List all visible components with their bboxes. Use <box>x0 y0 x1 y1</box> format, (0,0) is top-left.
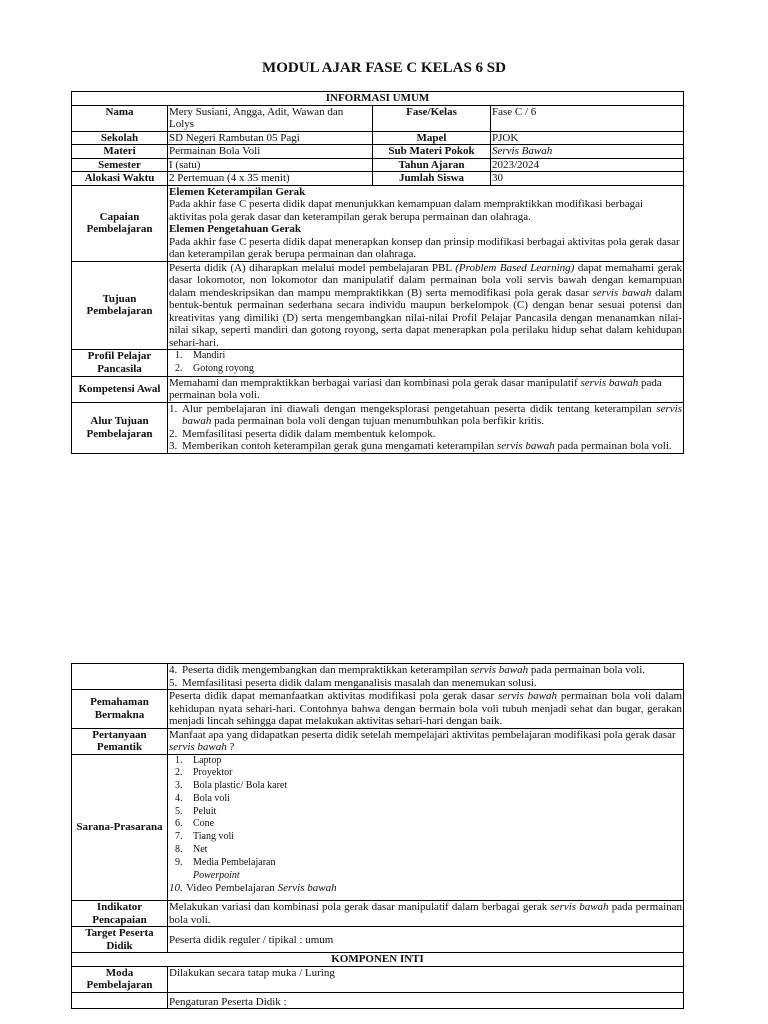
list-number: 2. <box>175 362 183 374</box>
list-text-italic: servis bawah <box>496 440 555 453</box>
info-table <box>71 91 684 454</box>
info-header: INFORMASI UMUM <box>72 92 684 106</box>
pertanyaan-text-2: servis bawah <box>169 741 227 753</box>
row-profil <box>72 350 684 377</box>
pemahaman-content <box>168 690 684 729</box>
komponen-header-row <box>72 953 684 967</box>
moda-value: Dilakukan secara tatap muka / Luring <box>168 966 684 992</box>
capaian-paragraph-1: Pada akhir fase C peserta didik dapat menunjukkan kemampuan dalam mempraktikkan modifikasi berbagai aktivitas pola gerak dasar dan keterampilan gerak berupa permainan dan olahraga. <box>169 198 644 223</box>
pertanyaan-text-3: ? <box>226 741 235 753</box>
list-text-italic: servis bawah <box>470 664 529 676</box>
alokasi-label: Alokasi Waktu <box>72 172 168 186</box>
list-text: Gotong royong <box>193 362 254 374</box>
list-item <box>169 831 682 844</box>
list-item <box>169 844 682 857</box>
row-target <box>72 927 684 953</box>
alur-list <box>169 403 682 453</box>
sarana-list <box>169 755 682 896</box>
list-text: Memfasilitasi peserta didik dalam menganalisis masalah dan menemukan solusi. <box>182 676 537 689</box>
row-semester <box>72 158 684 172</box>
list-item-sub <box>169 870 682 883</box>
row-pertanyaan <box>72 728 684 754</box>
list-text: Proyektor <box>193 767 233 779</box>
list-text: Laptop <box>193 754 222 766</box>
alur-label: Alur Tujuan Pembelajaran <box>72 402 168 453</box>
row-nama <box>72 105 684 131</box>
list-item <box>169 440 682 453</box>
sekolah-label: Sekolah <box>72 131 168 145</box>
row-materi <box>72 145 684 159</box>
tujuan-text-3: dapat memahami gerak dasar lokomotor, non lokomotor dan manipulatif dalam permainan bola voli servis bawah dengan kemampuan dalam mendeskripsikan dan mampu mempraktikkan (B) serta memodifikasi pola gerak dasar <box>169 261 683 299</box>
sekolah-value: SD Negeri Rambutan 05 Pagi <box>168 131 373 145</box>
list-text: Bola plastic/ Bola karet <box>193 780 288 792</box>
materi-value: Permainan Bola Voli <box>168 145 373 159</box>
pemahaman-text-1: Peserta didik dapat memanfaatkan aktivitas modifikasi pola gerak dasar <box>169 690 499 702</box>
tujuan-content <box>168 261 684 350</box>
list-text: Mandiri <box>193 350 226 361</box>
sarana-content <box>168 754 684 901</box>
tujuan-text-5: dalam bentuk-bentuk permainan sederhana secara individu maupun berkelompok (C) dengan benar sesuai potensi dan kreativitas yang dimiliki (D) serta mengembangkan nilai-nilai Profil Pelajar Pancasila dengan menanamkan nilai-nilai sikap, seperti mandiri dan gotong royong, serta dapat menerapkan pola perilaku hidup sehat dalam kehidupan sehari-hari. <box>169 286 683 349</box>
tahun-label: Tahun Ajaran <box>373 158 491 172</box>
list-item <box>169 664 682 677</box>
indikator-text-2: servis bawah <box>550 901 609 914</box>
list-number: 5. <box>175 805 183 817</box>
alur-continued-label <box>72 664 168 690</box>
list-text: Peluit <box>193 805 217 817</box>
list-item <box>169 857 682 870</box>
list-text: Cone <box>193 818 215 830</box>
list-text: pada permainan bola voli. <box>528 664 646 676</box>
list-item <box>169 793 682 806</box>
list-item <box>169 882 682 895</box>
pengaturan-label <box>72 992 168 1009</box>
indikator-text-1: Melakukan variasi dan kombinasi pola gerak dasar manipulatif dalam berbagai gerak <box>169 901 551 914</box>
capaian-paragraph-2: Pada akhir fase C peserta didik dapat menerapkan konsep dan prinsip modifikasi berbagai aktivitas pola gerak dasar dan keterampilan gerak berupa permainan dan olahraga. <box>169 235 680 260</box>
kompetensi-text-2: servis bawah <box>580 376 639 389</box>
list-text: Peserta didik mengembangkan dan mempraktikkan keterampilan <box>182 664 471 676</box>
list-number: 6. <box>175 818 183 830</box>
list-item <box>169 403 682 428</box>
list-number: 2. <box>169 427 178 440</box>
komponen-header: KOMPONEN INTI <box>72 953 684 967</box>
list-number: 3. <box>169 440 178 453</box>
alur-continued-content <box>168 664 684 690</box>
jumlah-label: Jumlah Siswa <box>373 172 491 186</box>
moda-label: Moda Pembelajaran <box>72 966 168 992</box>
list-number: 4. <box>169 664 178 676</box>
row-moda <box>72 966 684 992</box>
row-alokasi <box>72 172 684 186</box>
target-label: Target Peserta Didik <box>72 927 168 953</box>
list-item <box>169 677 682 690</box>
tujuan-text-4: servis bawah <box>592 286 652 299</box>
row-pengaturan <box>72 992 684 1009</box>
tujuan-label: Tujuan Pembelajaran <box>72 261 168 350</box>
fase-label: Fase/Kelas <box>373 105 491 131</box>
list-number: 5. <box>169 676 178 689</box>
fase-value: Fase C / 6 <box>491 105 684 131</box>
capaian-heading-2: Elemen Pengetahuan Gerak <box>169 223 301 235</box>
row-indikator <box>72 901 684 927</box>
alokasi-value: 2 Pertemuan (4 x 35 menit) <box>168 172 373 186</box>
indikator-content <box>168 901 684 927</box>
list-text-italic: Servis bawah <box>277 882 337 895</box>
list-item <box>169 818 682 831</box>
list-number: 3. <box>175 780 183 792</box>
kompetensi-label: Kompetensi Awal <box>72 376 168 402</box>
capaian-label: Capaian Pembelajaran <box>72 185 168 261</box>
list-item <box>169 767 682 780</box>
profil-content <box>168 350 684 377</box>
list-text-italic: servis bawah <box>182 402 683 428</box>
submateri-value: Servis Bawah <box>491 145 684 159</box>
list-number: 9. <box>175 856 183 868</box>
list-number: 1. <box>169 402 178 415</box>
materi-label: Materi <box>72 145 168 159</box>
alur-content <box>168 402 684 453</box>
nama-label: Nama <box>72 105 168 131</box>
document-title: MODUL AJAR FASE C KELAS 6 SD <box>262 60 506 76</box>
continuation-table <box>71 663 684 1009</box>
kompetensi-text-3: pada permainan bola voli. <box>169 376 662 402</box>
list-text: pada permainan bola voli dengan tujuan menumbuhkan pola berfikir kritis. <box>211 415 545 428</box>
pertanyaan-content <box>168 728 684 754</box>
list-number: 8. <box>175 844 183 856</box>
profil-list <box>169 350 682 376</box>
jumlah-value: 30 <box>491 172 684 186</box>
pemahaman-text-3: permainan bola voli dalam kehidupan nyata sehari-hari. Contohnya bahwa dengan bermain bola voli tubuh menjadi sehat dan bugar, gerakan menjadi lincah sehingga dapat melakukan aktivitas sehari-hari dengan baik. <box>169 690 683 727</box>
pemahaman-label: Pemahaman Bermakna <box>72 690 168 729</box>
list-item <box>169 428 682 441</box>
list-text: Video Pembelajaran <box>186 882 278 895</box>
row-kompetensi <box>72 376 684 402</box>
list-text: Alur pembelajaran ini diawali dengan mengeksplorasi pengetahuan peserta didik tentang keterampilan <box>182 402 657 415</box>
row-tujuan <box>72 261 684 350</box>
list-number: 7. <box>175 831 183 843</box>
list-item <box>169 806 682 819</box>
list-number: 4. <box>175 792 183 804</box>
capaian-heading-1: Elemen Keterampilan Gerak <box>169 185 306 198</box>
sarana-label: Sarana-Prasarana <box>72 754 168 901</box>
list-item <box>169 363 682 376</box>
mapel-value: PJOK <box>491 131 684 145</box>
list-number: 2. <box>175 767 183 779</box>
list-item <box>169 350 682 363</box>
row-alur-continued <box>72 664 684 690</box>
tahun-value: 2023/2024 <box>491 158 684 172</box>
row-sarana <box>72 754 684 901</box>
list-text-italic: Powerpoint <box>193 869 240 881</box>
pertanyaan-label: Pertanyaan Pemantik <box>72 728 168 754</box>
semester-value: I (satu) <box>168 158 373 172</box>
tujuan-text-2: (Problem Based Learning) <box>455 261 575 274</box>
list-text: Memberikan contoh keterampilan gerak guna mengamati keterampilan <box>182 440 497 453</box>
list-text: Memfasilitasi peserta didik dalam membentuk kelompok. <box>182 427 436 440</box>
kompetensi-text-1: Memahami dan mempraktikkan berbagai variasi dan kombinasi pola gerak dasar manipulatif <box>169 376 581 389</box>
profil-label: Profil Pelajar Pancasila <box>72 350 168 377</box>
pengaturan-value: Pengaturan Peserta Didik : <box>168 992 684 1009</box>
tujuan-text-1: Peserta didik (A) diharapkan melalui model pembelajaran PBL <box>169 261 456 274</box>
indikator-text-3: pada permainan bola voli. <box>169 901 683 926</box>
nama-value: Mery Susiani, Angga, Adit, Wawan dan Lolys <box>168 105 373 131</box>
alur-list-continued <box>169 664 682 689</box>
indikator-label: Indikator Pencapaian <box>72 901 168 927</box>
list-text: Tiang voli <box>193 831 235 843</box>
row-pemahaman <box>72 690 684 729</box>
row-sekolah <box>72 131 684 145</box>
kompetensi-content <box>168 376 684 402</box>
list-item <box>169 755 682 768</box>
pemahaman-text-2: servis bawah <box>498 690 557 702</box>
list-text: pada permainan bola voli. <box>554 440 672 453</box>
semester-label: Semester <box>72 158 168 172</box>
list-text: Net <box>193 844 208 856</box>
list-number: 10. <box>169 882 183 895</box>
pertanyaan-text-1: Manfaat apa yang didapatkan peserta didik setelah mempelajari aktivitas pembelajaran modifikasi pola gerak dasar <box>169 728 676 741</box>
list-number: 1. <box>175 754 183 766</box>
capaian-content <box>168 185 684 261</box>
target-value: Peserta didik reguler / tipikal : umum <box>168 927 684 953</box>
list-item <box>169 780 682 793</box>
info-header-row <box>72 92 684 106</box>
row-alur <box>72 402 684 453</box>
submateri-label: Sub Materi Pokok <box>373 145 491 159</box>
list-text: Bola voli <box>193 792 230 804</box>
row-capaian <box>72 185 684 261</box>
list-text: Media Pembelajaran <box>193 856 276 868</box>
list-number: 1. <box>175 350 183 361</box>
mapel-label: Mapel <box>373 131 491 145</box>
